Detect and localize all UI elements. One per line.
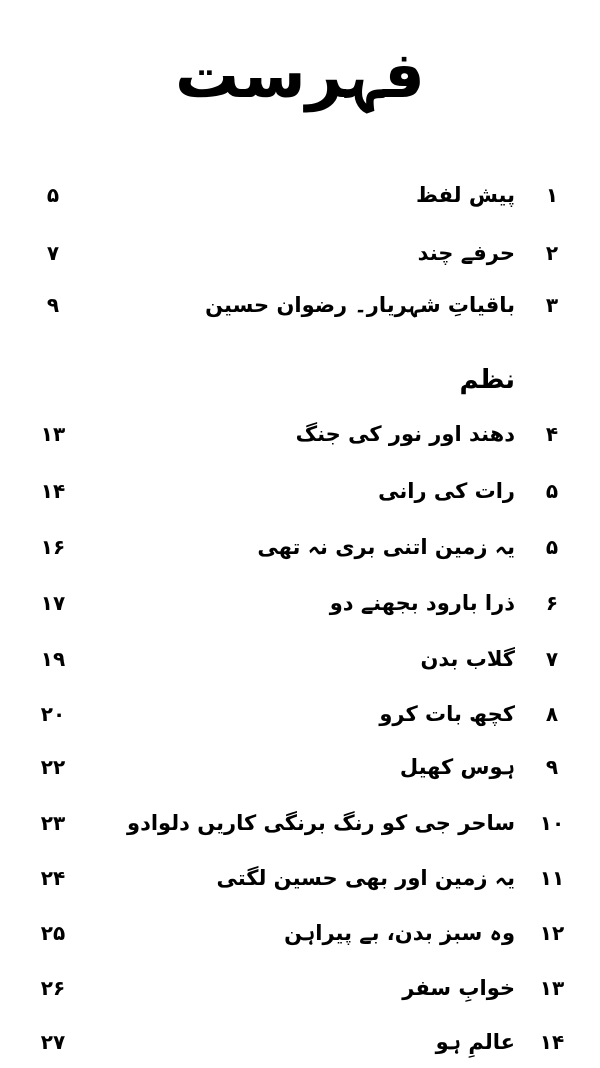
entry-page: ۲۳ bbox=[40, 811, 66, 835]
entry-title: ساحر جی کو رنگ برنگی کاریں دلوادو bbox=[127, 811, 515, 835]
entry-number: ۱۴ bbox=[539, 1030, 565, 1054]
entry-page: ۷ bbox=[46, 241, 60, 265]
entry-page: ۹ bbox=[46, 293, 60, 317]
entry-title: کچھ بات کرو bbox=[379, 702, 515, 726]
section-heading: نظم bbox=[459, 365, 515, 395]
entry-page: ۲۲ bbox=[40, 755, 66, 779]
entry-number: ۹ bbox=[545, 755, 559, 779]
entry-title: رات کی رانی bbox=[378, 479, 515, 503]
entry-page: ۱۷ bbox=[40, 591, 66, 615]
entry-page: ۱۴ bbox=[40, 479, 66, 503]
toc-row bbox=[0, 414, 600, 454]
entry-title: یہ زمین اور بھی حسین لگتی bbox=[216, 866, 515, 890]
entry-number: ۵ bbox=[545, 479, 559, 503]
toc-row bbox=[0, 913, 600, 953]
entry-page: ۲۶ bbox=[40, 976, 66, 1000]
entry-title: عالمِ ہو bbox=[435, 1030, 515, 1054]
entry-page: ۱۹ bbox=[40, 647, 66, 671]
toc-row bbox=[0, 858, 600, 898]
entry-number: ۱۲ bbox=[539, 921, 565, 945]
entry-title: خوابِ سفر bbox=[402, 976, 515, 1000]
entry-number: ۵ bbox=[545, 535, 559, 559]
entry-page: ۲۷ bbox=[40, 1030, 66, 1054]
entry-title: ہوس کھیل bbox=[399, 755, 515, 779]
toc-row bbox=[0, 583, 600, 623]
entry-number: ۱ bbox=[545, 183, 559, 207]
entry-page: ۲۵ bbox=[40, 921, 66, 945]
entry-number: ۱۳ bbox=[539, 976, 565, 1000]
entry-number: ۱۰ bbox=[539, 811, 565, 835]
entry-title: حرفے چند bbox=[417, 241, 515, 265]
entry-number: ۳ bbox=[545, 293, 559, 317]
entry-page: ۲۰ bbox=[40, 702, 66, 726]
entry-title: گلاب بدن bbox=[420, 647, 515, 671]
entry-title: باقیاتِ شہریار۔ رضوان حسین bbox=[205, 293, 515, 317]
page-title: فہرست bbox=[175, 39, 425, 113]
entry-page: ۲۴ bbox=[40, 866, 66, 890]
toc-row bbox=[0, 527, 600, 567]
toc-row bbox=[0, 968, 600, 1008]
toc-row bbox=[0, 285, 600, 325]
entry-number: ۶ bbox=[545, 591, 559, 615]
toc-row bbox=[0, 1022, 600, 1062]
toc-row bbox=[0, 639, 600, 679]
entry-number: ۴ bbox=[545, 422, 559, 446]
entry-title: یہ زمین اتنی بری نہ تھی bbox=[257, 535, 515, 559]
entry-number: ۸ bbox=[545, 702, 559, 726]
entry-title: وہ سبز بدن، بے پیراہن bbox=[284, 921, 515, 945]
entry-number: ۱۱ bbox=[539, 866, 565, 890]
entry-title: ذرا بارود بجھنے دو bbox=[329, 591, 515, 615]
toc-row bbox=[0, 803, 600, 843]
entry-page: ۱۳ bbox=[40, 422, 66, 446]
entry-page: ۱۶ bbox=[40, 535, 66, 559]
entry-page: ۵ bbox=[46, 183, 60, 207]
entry-number: ۲ bbox=[545, 241, 559, 265]
toc-row bbox=[0, 233, 600, 273]
toc-row bbox=[0, 471, 600, 511]
entry-title: دھند اور نور کی جنگ bbox=[295, 422, 515, 446]
toc-row bbox=[0, 175, 600, 215]
toc-row bbox=[0, 694, 600, 734]
entry-number: ۷ bbox=[545, 647, 559, 671]
entry-title: پیش لفظ bbox=[416, 183, 515, 207]
toc-row bbox=[0, 747, 600, 787]
